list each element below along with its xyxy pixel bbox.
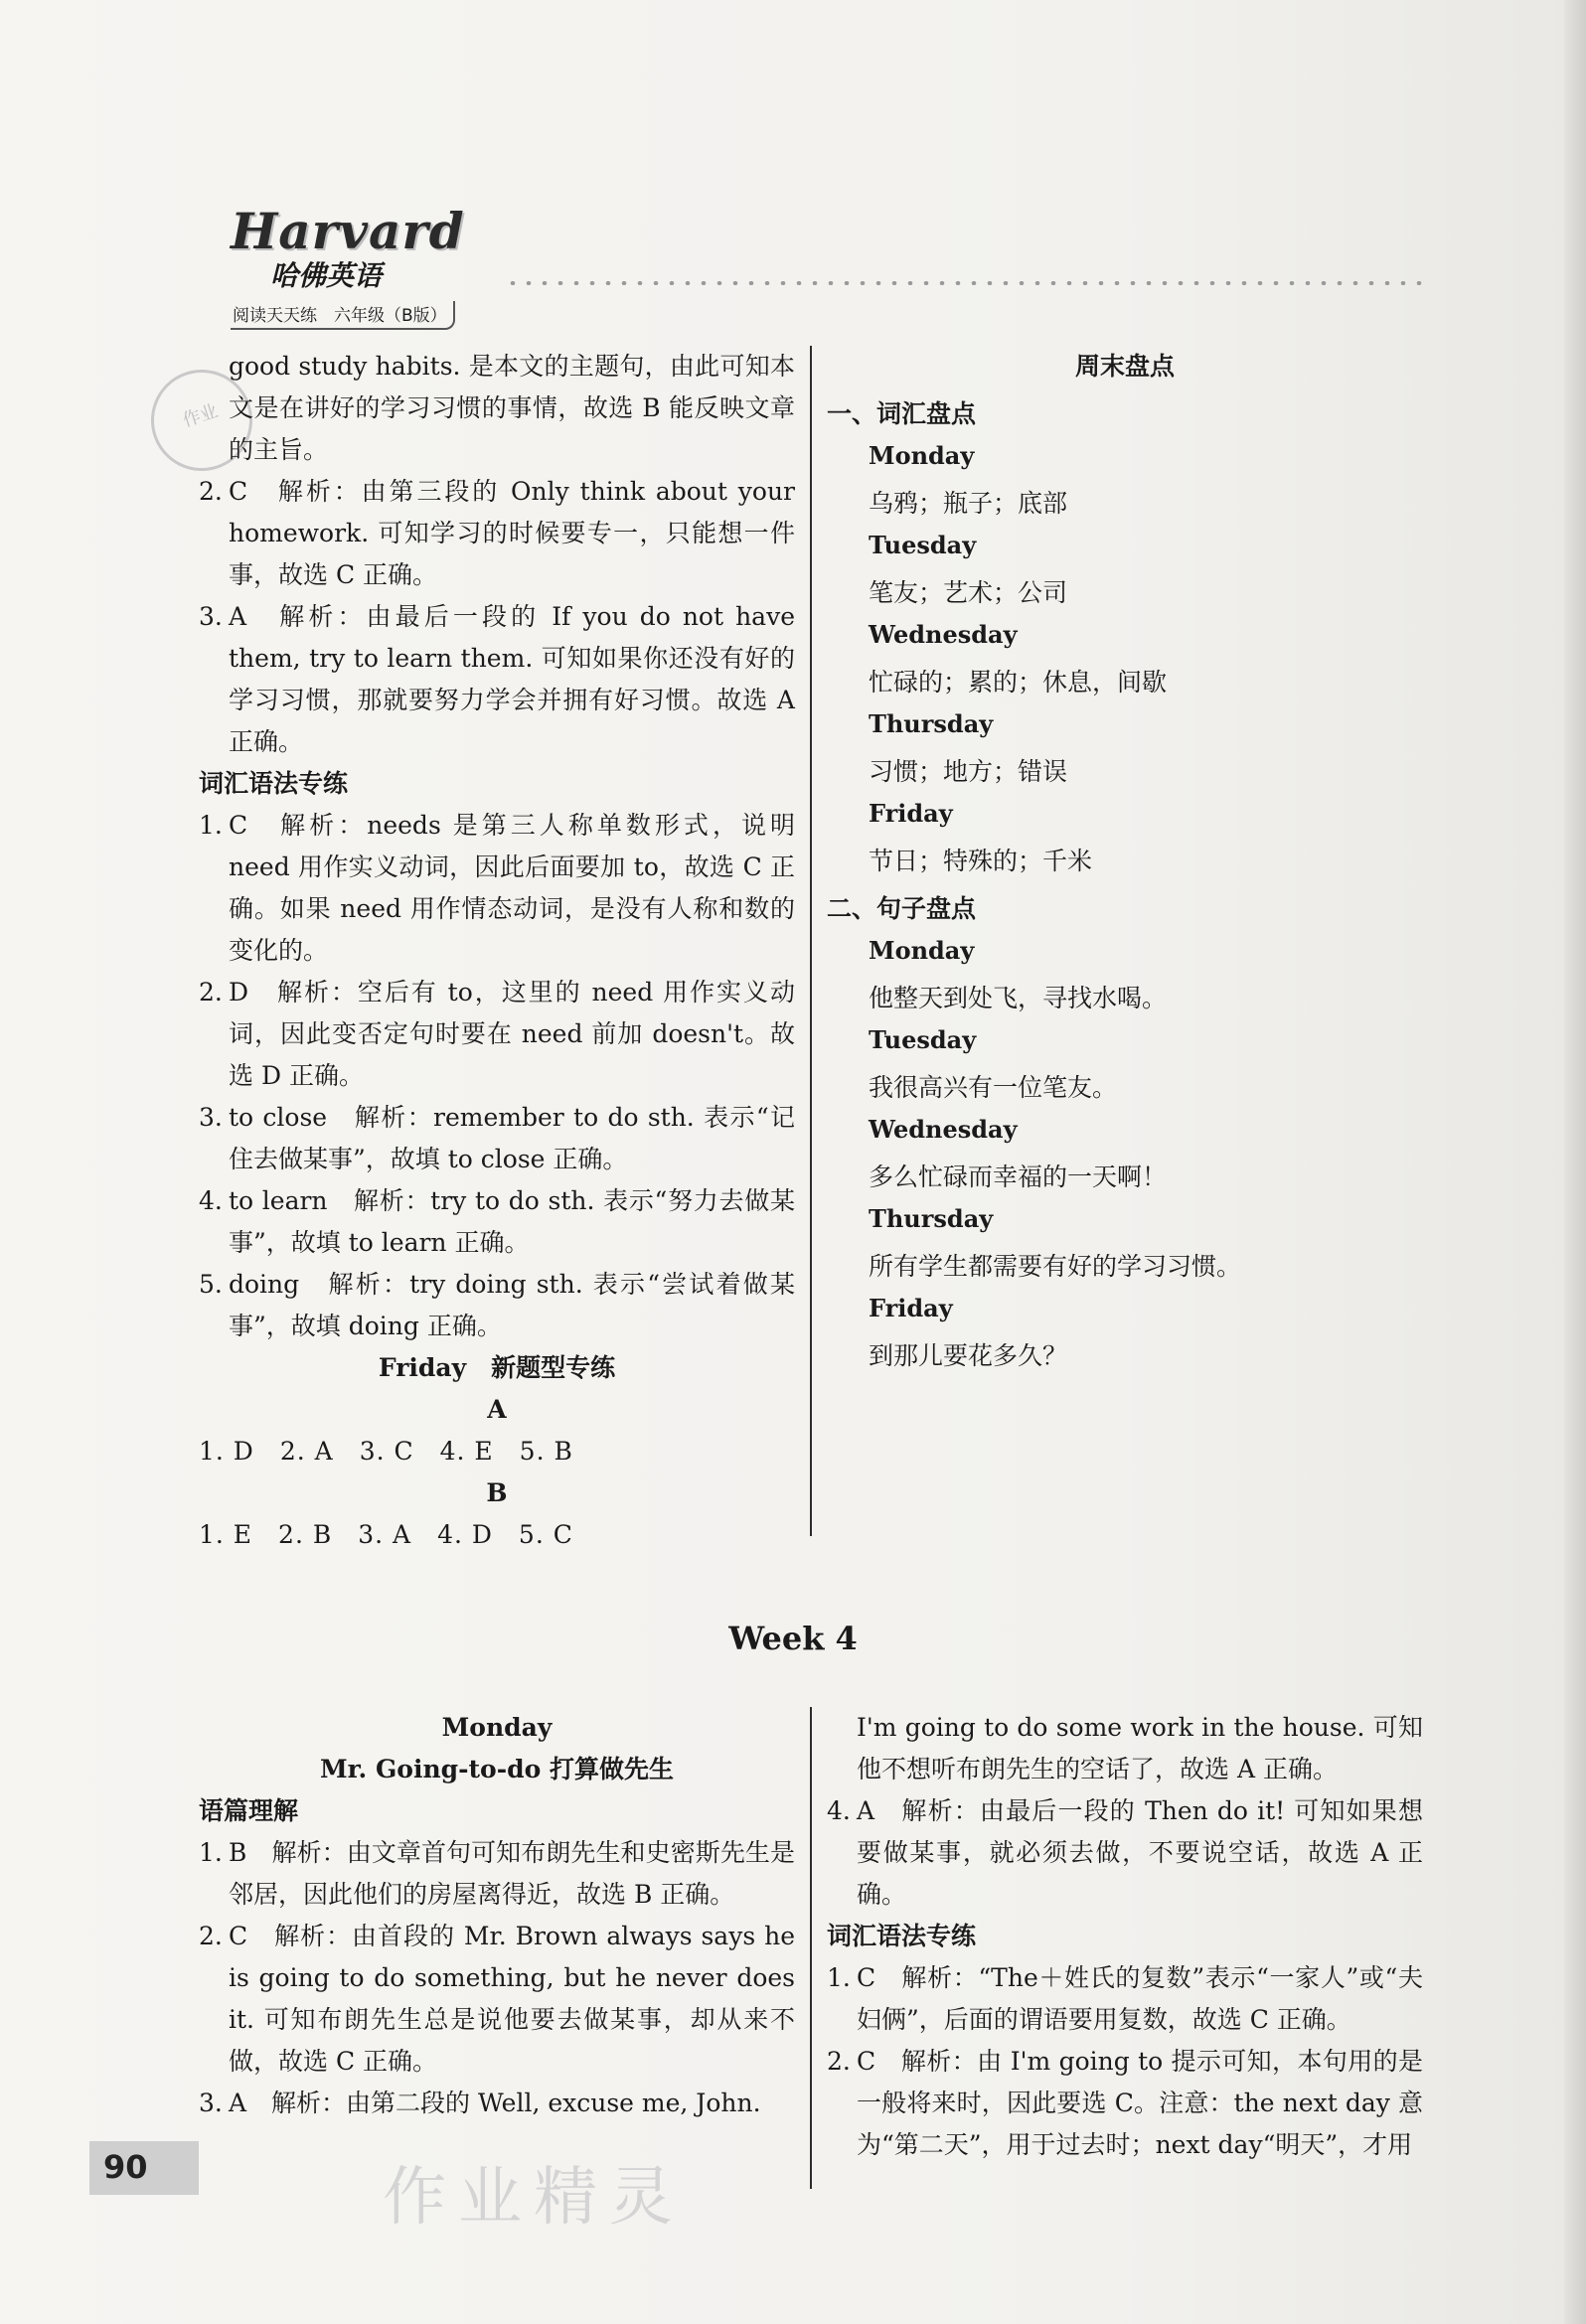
stamp-text: 作业 <box>180 400 221 432</box>
vocab-review-heading: 一、词汇盘点 <box>827 399 977 428</box>
answer-item <box>199 805 795 972</box>
vocab-day: Friday <box>869 799 953 828</box>
day-heading: Monday <box>441 1713 553 1742</box>
answer-item <box>199 1832 795 1916</box>
continued-answer: good study habits. 是本文的主题句，由此可知本文是在讲好的学习习惯的事情，故选 B 能反映文章的主旨。 <box>229 352 795 464</box>
item-text: to close 解析：remember to do sth. 表示“记住去做某事”，故填 to close 正确。 <box>229 1103 795 1173</box>
right-column-bottom <box>827 1707 1423 2166</box>
item-text: C 解析：由第三段的 Only think about your homework. 可知学习的时候要专一，只能想一件事，故选 C 正确。 <box>229 477 795 589</box>
watermark-text: 作业精灵 <box>383 2161 685 2235</box>
vocab-words: 习惯；地方；错误 <box>869 757 1068 786</box>
answers-part-b: 1. E 2. B 3. A 4. D 5. C <box>199 1520 573 1549</box>
item-text: C 解析：由 I'm going to 提示可知，本句用的是一般将来时，因此要选 C。注意：the next day 意为“第二天”，用于过去时；next day“明天”，才用 <box>857 2047 1423 2159</box>
item-text: doing 解析：try doing sth. 表示“尝试着做某事”，故填 doing 正确。 <box>229 1270 795 1340</box>
item-number: 2. <box>199 477 223 506</box>
item-text: A 解析：由第二段的 Well, excuse me, John. <box>229 2089 761 2117</box>
item-number: 4. <box>199 1186 223 1215</box>
part-b-label: B <box>486 1478 508 1507</box>
section-heading-reading: 语篇理解 <box>199 1796 299 1825</box>
brand-logo <box>231 204 499 330</box>
answer-item <box>199 1180 795 1264</box>
vocab-words: 节日；特殊的；千米 <box>869 847 1093 875</box>
item-text: B 解析：由文章首句可知布朗先生和史密斯先生是邻居，因此他们的房屋离得近，故选 B 正确。 <box>229 1838 795 1909</box>
vocab-day: Tuesday <box>869 531 977 559</box>
answer-item <box>199 972 795 1097</box>
item-number: 1. <box>827 1963 851 1992</box>
section-heading-vocab: 词汇语法专练 <box>199 769 349 798</box>
brand-subtitle: 阅读天天练 六年级（B版） <box>231 301 455 330</box>
left-column-bottom <box>199 1707 795 2124</box>
section-heading-vocab: 词汇语法专练 <box>827 1922 977 1950</box>
sentence-text: 我很高兴有一位笔友。 <box>869 1073 1118 1102</box>
item-text: D 解析：空后有 to，这里的 need 用作实义动词，因此变否定句时要在 need 前加 doesn't。故选 D 正确。 <box>229 978 795 1090</box>
book-spine <box>1564 0 1586 2324</box>
sentence-day: Friday <box>869 1294 953 1322</box>
item-number: 2. <box>827 2047 851 2076</box>
item-number: 4. <box>827 1796 851 1825</box>
vocab-day: Monday <box>869 441 975 470</box>
item-text: to learn 解析：try to do sth. 表示“努力去做某事”，故填 to learn 正确。 <box>229 1186 795 1257</box>
sentence-day: Monday <box>869 936 975 965</box>
sentence-text: 他整天到处飞，寻找水喝。 <box>869 984 1168 1012</box>
item-number: 3. <box>199 2089 223 2117</box>
item-text: C 解析：needs 是第三人称单数形式，说明 need 用作实义动词，因此后面要加 to，故选 C 正确。如果 need 用作情态动词，是没有人称和数的变化的。 <box>229 811 795 965</box>
sentence-day: Wednesday <box>869 1115 1018 1144</box>
item-text: A 解析：由最后一段的 Then do it! 可知如果想要做某事，就必须去做，不要说空话，故选 A 正确。 <box>857 1796 1423 1909</box>
part-a-label: A <box>487 1395 507 1424</box>
item-text: C 解析：“The＋姓氏的复数”表示“一家人”或“夫妇俩”，后面的谓语要用复数，故选 C 正确。 <box>857 1963 1423 2034</box>
item-number: 1. <box>199 1838 223 1867</box>
header-dotted-rule <box>505 281 1429 285</box>
item-number: 5. <box>199 1270 223 1299</box>
continued-answer: I'm going to do some work in the house. 可知他不想听布朗先生的空话了，故选 A 正确。 <box>857 1713 1423 1783</box>
item-number: 3. <box>199 602 223 631</box>
vocab-words: 忙碌的；累的；休息，间歇 <box>869 668 1168 697</box>
sentence-text: 到那儿要花多久？ <box>869 1341 1068 1370</box>
item-number: 3. <box>199 1103 223 1132</box>
brand-title: Harvard <box>231 202 465 260</box>
item-number: 1. <box>199 811 223 840</box>
answer-item <box>199 596 795 763</box>
item-text: C 解析：由首段的 Mr. Brown always says he is going to do something, but he never does it. 可知布朗先生总是说他要去做某事，却从来不做，故选 C 正确。 <box>229 1922 795 2076</box>
column-divider <box>810 346 812 1536</box>
passage-title: Mr. Going-to-do 打算做先生 <box>320 1755 674 1783</box>
answer-item <box>199 2083 795 2124</box>
answer-item <box>827 2041 1423 2166</box>
sentence-day: Tuesday <box>869 1025 977 1054</box>
vocab-words: 乌鸦；瓶子；底部 <box>869 489 1068 518</box>
answer-item <box>199 1264 795 1347</box>
sentence-day: Thursday <box>869 1204 994 1233</box>
answer-item <box>199 1916 795 2083</box>
weekend-review-title: 周末盘点 <box>1074 352 1175 381</box>
item-text: A 解析：由最后一段的 If you do not have them, try to learn them. 可知如果你还没有好的学习习惯，那就要努力学会并拥有好习惯。故选 A 正确。 <box>229 602 795 756</box>
sentence-text: 所有学生都需要有好的学习习惯。 <box>869 1252 1242 1281</box>
sentence-review-heading: 二、句子盘点 <box>827 894 977 923</box>
vocab-day: Thursday <box>869 709 994 738</box>
right-column-top <box>827 346 1423 1377</box>
page-number: 90 <box>103 2148 148 2186</box>
answers-part-a: 1. D 2. A 3. C 4. E 5. B <box>199 1437 573 1466</box>
brand-chinese-title: 哈佛英语 <box>270 259 383 292</box>
week-title: Week 4 <box>728 1620 858 1657</box>
friday-heading: Friday 新题型专练 <box>378 1353 616 1382</box>
column-divider <box>810 1707 812 2189</box>
answer-item <box>827 1957 1423 2041</box>
sentence-text: 多么忙碌而幸福的一天啊！ <box>869 1162 1168 1191</box>
vocab-day: Wednesday <box>869 620 1018 649</box>
answer-item <box>827 1790 1423 1916</box>
answer-item <box>199 471 795 596</box>
answer-item <box>199 1097 795 1180</box>
left-column-top <box>199 346 795 1556</box>
item-number: 2. <box>199 1922 223 1950</box>
item-number: 2. <box>199 978 223 1007</box>
vocab-words: 笔友；艺术；公司 <box>869 578 1068 607</box>
